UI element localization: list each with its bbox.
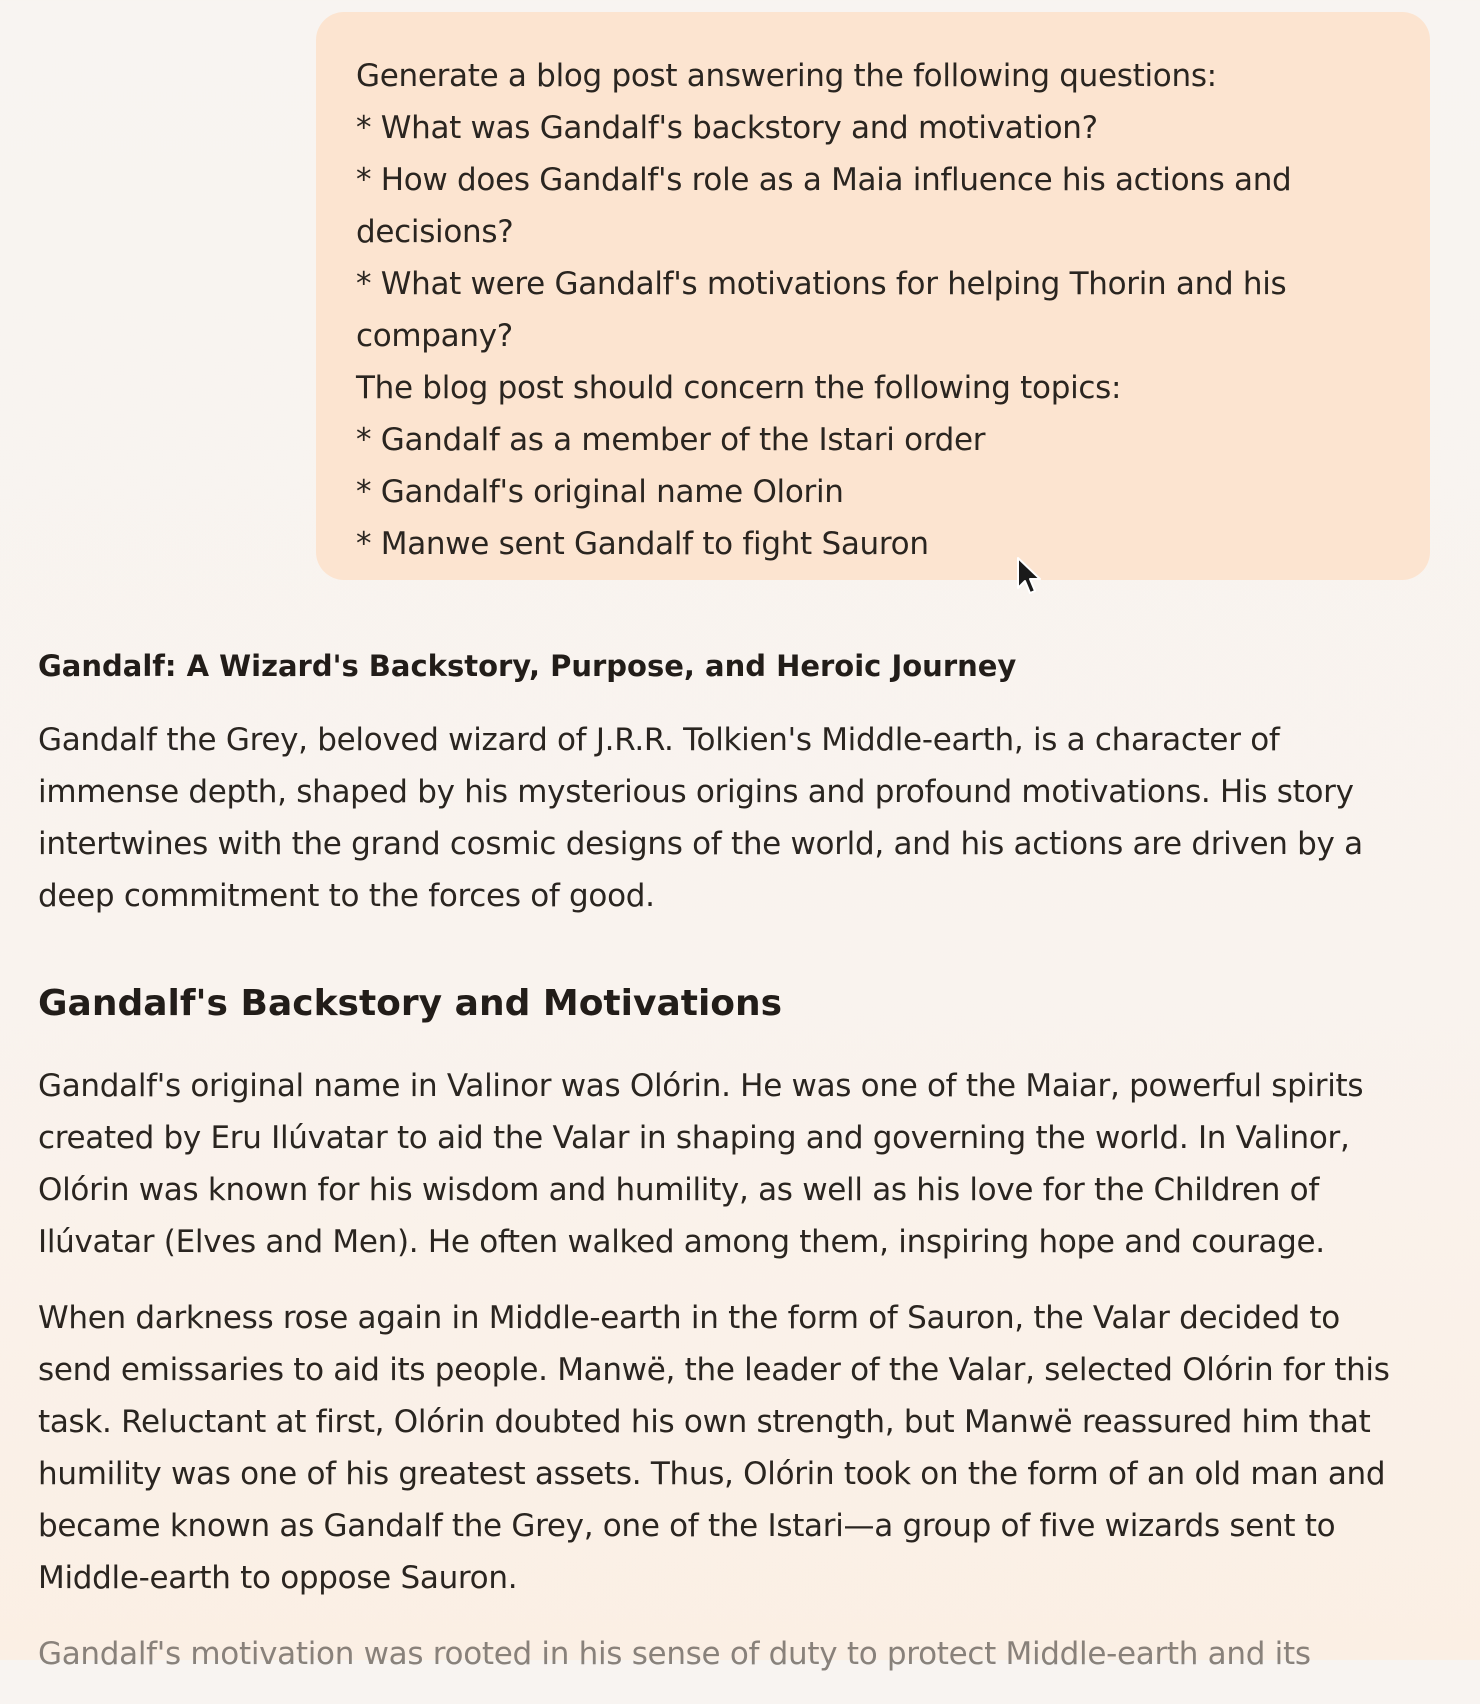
assistant-response [38, 640, 1438, 1704]
user-message-bubble [316, 12, 1430, 580]
user-message-line: * What were Gandalf's motivations for helping Thorin and his [356, 266, 1287, 302]
user-message-line: * How does Gandalf's role as a Maia influence his actions and [356, 162, 1292, 198]
paragraph-line: intertwines with the grand cosmic designs of the world, and his actions are driven by a [38, 826, 1363, 862]
paragraph-line: immense depth, shaped by his mysterious origins and profound motivations. His story [38, 774, 1354, 810]
paragraph-line: Ilúvatar (Elves and Men). He often walked among them, inspiring hope and courage. [38, 1224, 1325, 1260]
user-message-line: Generate a blog post answering the following questions: [356, 58, 1217, 94]
paragraph-line: became known as Gandalf the Grey, one of the Istari—a group of five wizards sent to [38, 1508, 1336, 1544]
emissary-paragraph [38, 1292, 1438, 1604]
paragraph-line: When darkness rose again in Middle-earth in the form of Sauron, the Valar decided to [38, 1300, 1340, 1336]
paragraph-line: task. Reluctant at first, Olórin doubted his own strength, but Manwë reassured him that [38, 1404, 1371, 1440]
paragraph-line: send emissaries to aid its people. Manwë, the leader of the Valar, selected Olórin for this [38, 1352, 1390, 1388]
backstory-paragraph [38, 1060, 1438, 1268]
paragraph-line: Middle-earth to oppose Sauron. [38, 1560, 518, 1596]
paragraph-line: Olórin was known for his wisdom and humility, as well as his love for the Children of [38, 1172, 1319, 1208]
user-message-line: decisions? [356, 214, 514, 250]
paragraph-line: deep commitment to the forces of good. [38, 878, 655, 914]
paragraph-line: created by Eru Ilúvatar to aid the Valar in shaping and governing the world. In Valinor, [38, 1120, 1350, 1156]
section-heading: Gandalf's Backstory and Motivations [38, 983, 783, 1024]
user-message-line: company? [356, 318, 513, 354]
user-message-line: * What was Gandalf's backstory and motivation? [356, 110, 1098, 146]
user-message-line: * Gandalf's original name Olorin [356, 474, 844, 510]
response-title: Gandalf: A Wizard's Backstory, Purpose, and Heroic Journey [38, 649, 1017, 683]
motivation-paragraph-partial: Gandalf's motivation was rooted in his sense of duty to protect Middle-earth and its [38, 1636, 1311, 1672]
user-message-line: * Gandalf as a member of the Istari order [356, 422, 986, 458]
paragraph-line: Gandalf's original name in Valinor was Olórin. He was one of the Maiar, powerful spirits [38, 1068, 1364, 1104]
user-message-line: The blog post should concern the following topics: [356, 370, 1122, 406]
user-message-line: * Manwe sent Gandalf to fight Sauron [356, 526, 929, 562]
mouse-pointer-icon [1016, 556, 1044, 596]
intro-paragraph [38, 714, 1438, 922]
paragraph-line: humility was one of his greatest assets. Thus, Olórin took on the form of an old man and [38, 1456, 1386, 1492]
paragraph-line: Gandalf the Grey, beloved wizard of J.R.R. Tolkien's Middle-earth, is a character of [38, 722, 1280, 758]
